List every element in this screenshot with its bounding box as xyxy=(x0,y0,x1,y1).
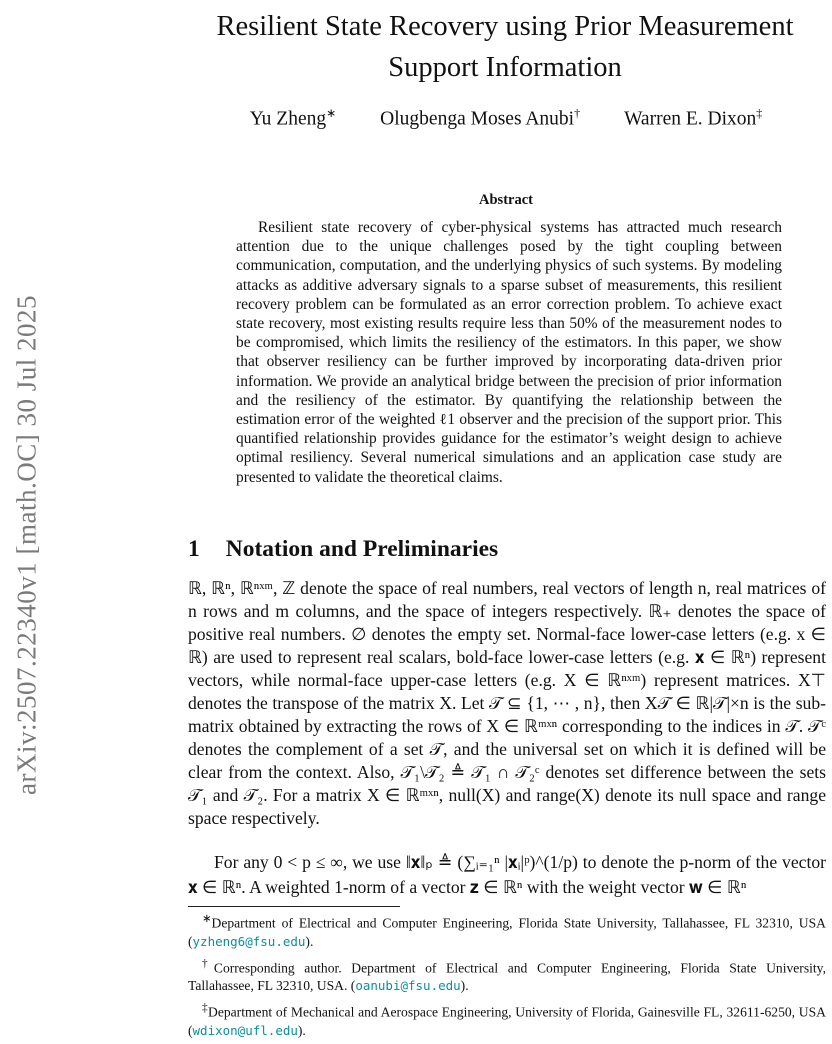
footnote-rule xyxy=(188,906,400,907)
footnote-text: Department of Mechanical and Aerospace Engineering, University of Florida, Gainesville FL, 32611-6250, USA ( xyxy=(188,1004,826,1038)
section-heading xyxy=(188,536,498,563)
footnote-mark: ‡ xyxy=(202,1002,208,1015)
arxiv-stamp xyxy=(0,195,54,895)
footnote-tail: ). xyxy=(297,1022,306,1038)
footnote-mark: † xyxy=(202,957,214,970)
author-list xyxy=(186,106,826,131)
section-title: Notation and Preliminaries xyxy=(225,536,499,562)
footnote xyxy=(188,999,826,1040)
author-mark: ∗ xyxy=(326,106,337,120)
author-mark: ‡ xyxy=(756,106,763,120)
footnote-mark: ∗ xyxy=(202,913,212,925)
author xyxy=(250,106,336,131)
author-mark: † xyxy=(574,106,581,120)
arxiv-stamp-text: arXiv:2507.22340v1 [math.OC] 30 Jul 2025 xyxy=(11,295,42,795)
author-name: Olugbenga Moses Anubi xyxy=(380,108,575,130)
footnote xyxy=(188,955,826,996)
author xyxy=(380,106,580,131)
email-link[interactable]: yzheng6@fsu.edu xyxy=(192,933,306,949)
footnote-text: Department of Electrical and Computer Engineering, Florida State University, Tallahassee, FL 32310, USA ( xyxy=(188,915,826,949)
body-paragraph-notation: ℝ, ℝⁿ, ℝⁿˣᵐ, ℤ denote the space of real numbers, real vectors of length n, real matrices of n rows and m columns, and the space of integers respectively. ℝ₊ denotes the space of positive real numbers. ∅ denotes the empty set. Normal-face lower-case letters (e.g. x ∈ ℝ) are used to represent real scalars, bold-face lower-case letters (e.g. 𝐱 ∈ ℝⁿ) represent vectors, while normal-face upper-case letters (e.g. X ∈ ℝⁿˣᵐ) represent matrices. X⊤ denotes the transpose of the matrix X. Let 𝒯 ⊆ {1, ⋯ , n}, then X𝒯 ∈ ℝ|𝒯|×n is the sub-matrix obtained by extracting the rows of X ∈ ℝᵐˣⁿ corresponding to the indices in 𝒯. 𝒯ᶜ denotes the complement of a set 𝒯, and the universal set on which it is defined will be clear from the context. Also, 𝒯₁\𝒯₂ ≜ 𝒯₁ ∩ 𝒯₂ᶜ denotes set difference between the sets 𝒯₁ and 𝒯₂. For a matrix X ∈ ℝᵐˣⁿ, null(X) and range(X) denote its null space and range space respectively. xyxy=(188,578,826,828)
footnote-tail: ). xyxy=(460,978,469,994)
body-paragraph-norms: For any 0 < p ≤ ∞, we use ‖𝐱‖ₚ ≜ (∑ᵢ₌₁ⁿ |𝐱ᵢ|ᵖ)^(1/p) to denote the p-norm of the vector 𝐱 ∈ ℝⁿ. A weighted 1-norm of a vector 𝐳 ∈ ℝⁿ with the weight vector 𝐰 ∈ ℝⁿ xyxy=(188,852,826,897)
abstract-heading: Abstract xyxy=(479,192,533,208)
abstract-text: Resilient state recovery of cyber-physical systems has attracted much research attention due to the unique challenges posed by the tight coupling between communication, computation, and the underlying physics of such systems. By modeling attacks as additive adversary signals to a sparse subset of measurements, this resilient recovery problem can be formulated as an error correction problem. To achieve exact state recovery, most existing results require less than 50% of the measurement nodes to be compromised, which limits the resiliency of the estimators. In this paper, we show that observer resiliency can be further improved by incorporating data-driven prior information. We provide an analytical bridge between the precision of prior information and the resiliency of the estimator. By quantifying the relationship between the estimation error of the weighted ℓ1 observer and the precision of the support prior. This quantified relationship provides guidance for the estimator’s weight design to achieve optimal resiliency. Several numerical simulations and an application case study are presented to validate the theoretical claims. xyxy=(236,219,782,486)
footnote-text: Corresponding author. Department of Electrical and Computer Engineering, Florida State University, Tallahassee, FL 32310, USA. ( xyxy=(188,960,826,994)
footnote-tail: ). xyxy=(305,933,314,949)
email-link[interactable]: oanubi@fsu.edu xyxy=(355,978,461,994)
paper-title: Resilient State Recovery using Prior Measurement Support Information xyxy=(216,11,794,83)
author-name: Warren E. Dixon xyxy=(624,108,757,130)
author-name: Yu Zheng xyxy=(249,108,327,130)
email-link[interactable]: wdixon@ufl.edu xyxy=(192,1022,298,1038)
footnote xyxy=(188,910,826,951)
footnotes xyxy=(188,910,826,1044)
author xyxy=(624,106,762,131)
section-number: 1 xyxy=(188,536,200,562)
